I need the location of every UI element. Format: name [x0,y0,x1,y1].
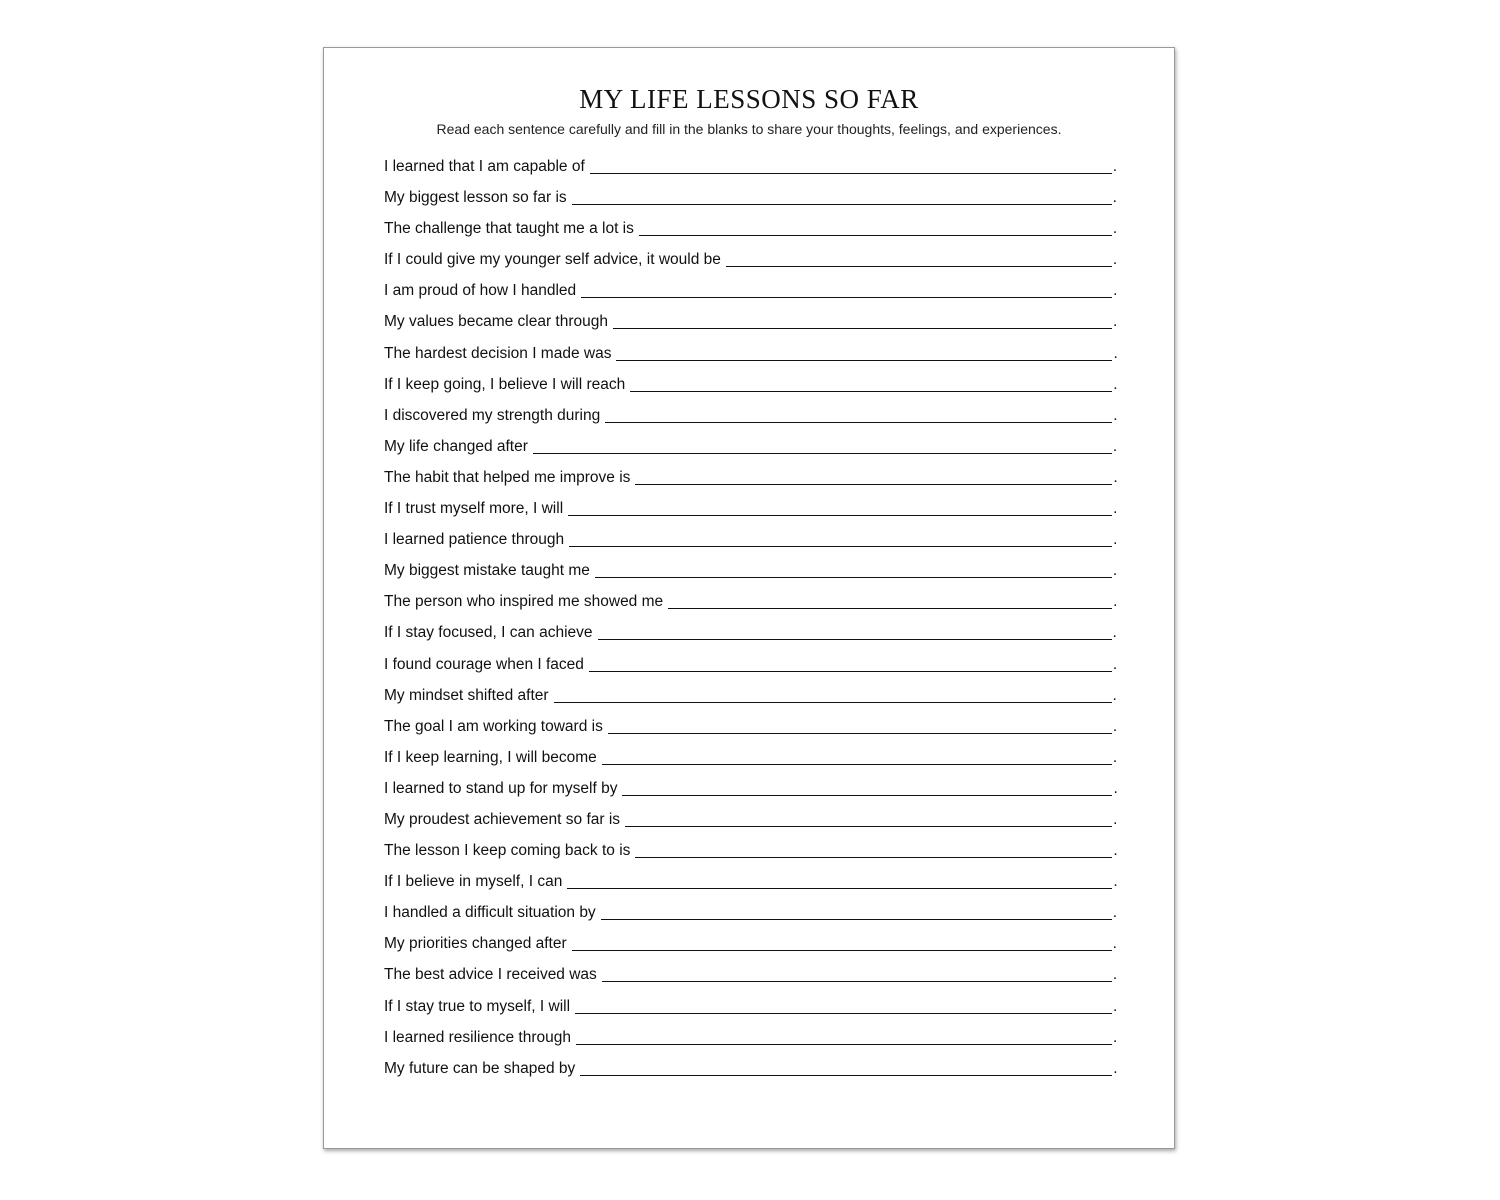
end-period: . [1113,593,1118,611]
end-period: . [1112,748,1118,766]
end-period: . [1113,468,1118,486]
prompt-text: If I keep going, I believe I will reach [384,375,626,393]
end-period: . [1113,842,1118,860]
prompt-text: My proudest achievement so far is [384,810,621,828]
prompt-row [384,530,1119,561]
end-period: . [1113,406,1118,424]
prompt-text: The best advice I received was [384,966,597,984]
prompt-row [384,1028,1119,1059]
prompt-list [384,157,1119,1090]
end-period: . [1112,966,1118,984]
prompt-text: My values became clear through [384,313,609,331]
answer-blank[interactable] [639,222,1112,236]
end-period: . [1112,158,1118,175]
prompt-row [384,1059,1119,1090]
end-period: . [1112,935,1117,953]
end-period: . [1113,1059,1118,1077]
prompt-text: If I believe in myself, I can [384,873,563,891]
prompt-row [384,157,1119,188]
end-period: . [1113,779,1118,797]
end-period: . [1112,189,1117,207]
prompt-row [384,468,1119,499]
answer-blank[interactable] [616,347,1112,361]
prompt-row [384,965,1119,996]
prompt-text: If I trust myself more, I will [384,500,564,518]
prompt-row [384,872,1119,903]
prompt-row [384,312,1119,343]
end-period: . [1113,997,1118,1015]
end-period: . [1113,375,1118,393]
answer-blank[interactable] [533,440,1112,454]
answer-blank[interactable] [590,160,1112,174]
prompt-text: My future can be shaped by [384,1059,576,1077]
end-period: . [1112,220,1118,238]
end-period: . [1113,500,1118,518]
prompt-text: I discovered my strength during [384,406,601,424]
answer-blank[interactable] [602,751,1112,765]
prompt-row [384,997,1119,1028]
answer-blank[interactable] [613,315,1112,329]
prompt-row [384,841,1119,872]
prompt-text: If I could give my younger self advice, it would be [384,251,721,269]
end-period: . [1113,810,1118,828]
answer-blank[interactable] [567,875,1112,889]
prompt-row [384,219,1119,250]
answer-blank[interactable] [598,626,1112,640]
prompt-text: I learned that I am capable of [384,158,585,175]
prompt-text: My biggest lesson so far is [384,189,567,207]
answer-blank[interactable] [568,502,1112,516]
end-period: . [1113,313,1118,331]
page-subtitle: Read each sentence carefully and fill in the blanks to share your thoughts, feelings, and experiences. [436,121,1062,137]
prompt-text: If I stay focused, I can achieve [384,624,593,642]
end-period: . [1113,873,1118,891]
page-title: MY LIFE LESSONS SO FAR [579,84,919,114]
prompt-text: The habit that helped me improve is [384,468,631,486]
prompt-row [384,437,1119,468]
prompt-text: The goal I am working toward is [384,717,603,735]
prompt-row [384,903,1119,934]
prompt-text: The lesson I keep coming back to is [384,842,631,860]
prompt-row [384,748,1119,779]
prompt-text: The hardest decision I made was [384,344,612,362]
answer-blank[interactable] [622,782,1112,796]
answer-blank[interactable] [572,937,1112,951]
prompt-row [384,344,1119,375]
prompt-row [384,250,1119,281]
prompt-text: I learned to stand up for myself by [384,779,618,797]
end-period: . [1112,655,1118,673]
prompt-text: If I keep learning, I will become [384,748,597,766]
answer-blank[interactable] [572,191,1112,205]
answer-blank[interactable] [601,906,1112,920]
answer-blank[interactable] [605,409,1112,423]
prompt-row [384,934,1119,965]
answer-blank[interactable] [635,471,1112,485]
answer-blank[interactable] [602,968,1112,982]
answer-blank[interactable] [668,595,1112,609]
prompt-row [384,655,1119,686]
end-period: . [1112,437,1118,455]
answer-blank[interactable] [575,1000,1112,1014]
answer-blank[interactable] [625,813,1112,827]
end-period: . [1112,717,1118,735]
end-period: . [1113,344,1118,362]
prompt-text: I am proud of how I handled [384,282,577,300]
end-period: . [1113,531,1118,549]
prompt-text: My biggest mistake taught me [384,562,590,580]
answer-blank[interactable] [581,284,1112,298]
prompt-row [384,592,1119,623]
answer-blank[interactable] [595,564,1112,578]
prompt-text: If I stay true to myself, I will [384,997,571,1015]
prompt-text: My life changed after [384,437,528,455]
prompt-row [384,281,1119,312]
answer-blank[interactable] [630,378,1112,392]
answer-blank[interactable] [589,658,1112,672]
answer-blank[interactable] [554,689,1112,703]
prompt-text: The person who inspired me showed me [384,593,664,611]
prompt-text: I handled a difficult situation by [384,904,596,922]
prompt-text: I found courage when I faced [384,655,584,673]
prompt-text: My priorities changed after [384,935,567,953]
end-period: . [1113,282,1118,300]
answer-blank[interactable] [580,1062,1112,1076]
prompt-row [384,406,1119,437]
end-period: . [1112,251,1118,269]
answer-blank[interactable] [726,253,1112,267]
prompt-text: I learned patience through [384,531,565,549]
prompt-row [384,686,1119,717]
answer-blank[interactable] [569,533,1112,547]
answer-blank[interactable] [635,844,1112,858]
end-period: . [1112,686,1117,704]
end-period: . [1112,624,1117,642]
prompt-row [384,561,1119,592]
prompt-row [384,623,1119,654]
prompt-row [384,779,1119,810]
prompt-row [384,499,1119,530]
end-period: . [1112,1028,1118,1046]
prompt-row [384,375,1119,406]
prompt-row [384,810,1119,841]
end-period: . [1112,904,1117,922]
prompt-text: I learned resilience through [384,1028,571,1046]
answer-blank[interactable] [576,1031,1112,1045]
prompt-row [384,188,1119,219]
answer-blank[interactable] [608,720,1112,734]
prompt-row [384,717,1119,748]
end-period: . [1112,562,1118,580]
worksheet-page [323,47,1175,1149]
prompt-text: The challenge that taught me a lot is [384,220,634,238]
prompt-text: My mindset shifted after [384,686,549,704]
